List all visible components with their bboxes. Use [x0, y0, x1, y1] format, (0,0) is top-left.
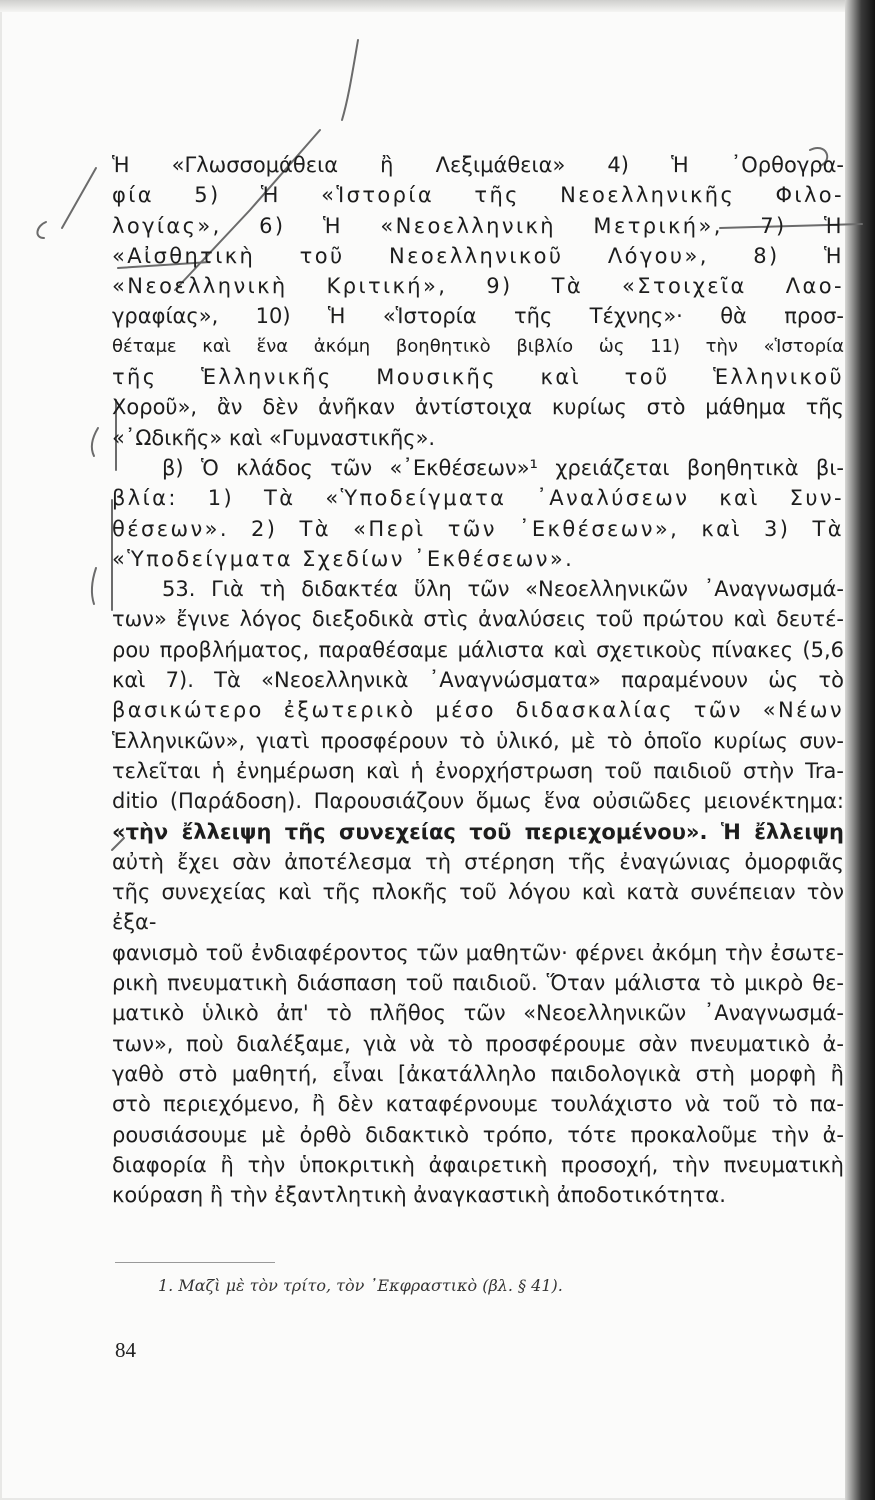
text-line: Ἑλληνικῶν», γιατὶ προσφέρουν τὸ ὑλικό, μὲ τὸ ὁποῖο κυρίως συν-	[112, 728, 844, 753]
text-line: γαθὸ στὸ μαθητή, εἶναι [ἀκατάλληλο παιδολογικὰ στὴ μορφὴ ἢ	[112, 1061, 844, 1086]
footnote-rule	[115, 1262, 275, 1263]
pencil-stroke-top	[342, 40, 358, 120]
footnote: 1. Μαζὶ μὲ τὸν τρίτο, τὸν ᾿Εκφραστικὸ (βλ. § 41).	[158, 1276, 563, 1295]
text-line: κούραση ἢ τὴν ἐξαντλητικὴ ἀναγκαστικὴ ἀποδοτικότητα.	[112, 1183, 726, 1208]
text-line: τελεῖται ἡ ἐνημέρωση καὶ ἡ ἐνορχήστρωση τοῦ παιδιοῦ στὴν Tra-	[112, 758, 844, 783]
text-line: φανισμὸ τοῦ ἐνδιαφέροντος τῶν μαθητῶν· φέρνει ἀκόμη τὴν ἐσωτε-	[112, 940, 844, 965]
text-line: 53. Γιὰ τὴ διδακτέα ὕλη τῶν «Νεοελληνικῶν ᾿Αναγνωσμά-	[162, 577, 844, 602]
text-line: ματικὸ ὑλικὸ ἀπ' τὸ πλῆθος τῶν «Νεοελληνικῶν ᾿Αναγνωσμά-	[112, 1001, 844, 1026]
text-line: φία 5) Ἡ «Ἱστορία τῆς Νεοελληνικῆς Φιλο-	[112, 183, 844, 208]
body-text	[112, 150, 844, 1210]
text-line: Χοροῦ», ἂν δὲν ἀνῆκαν ἀντίστοιχα κυρίως στὸ μάθημα τῆς	[112, 395, 844, 420]
text-line: θέσεων». 2) Τὰ «Περὶ τῶν ᾿Εκθέσεων», καὶ 3) Τὰ	[112, 516, 844, 541]
text-line: «τὴν ἔλλειψη τῆς συνεχείας τοῦ περιεχομένου». Ἡ ἔλλειψη	[112, 819, 844, 844]
text-line: β) Ὁ κλάδος τῶν «᾿Εκθέσεων»¹ χρειάζεται βοηθητικὰ βι-	[162, 455, 844, 480]
text-line: Ἡ «Γλωσσομάθεια ἢ Λεξιμάθεια» 4) Ἡ ᾿Ορθογρα-	[112, 153, 844, 177]
pencil-margin-curl-2	[92, 568, 96, 604]
text-line: «᾿Ωδικῆς» καὶ «Γυμναστικῆς».	[112, 425, 436, 450]
text-line: «Νεοελληνικὴ Κριτική», 9) Τὰ «Στοιχεῖα Λαο-	[112, 274, 844, 299]
pencil-left-stroke	[62, 168, 96, 228]
text-line: των» ἔγινε λόγος διεξοδικὰ στὶς ἀναλύσεις τοῦ πρώτου καὶ δευτέ-	[112, 607, 844, 632]
text-line: καὶ 7). Τὰ «Νεοελληνικὰ ᾿Αναγνώσματα» παραμένουν ὡς τὸ	[112, 668, 844, 693]
text-line: βασικώτερο ἐξωτερικὸ μέσο διδασκαλίας τῶν «Νέων	[112, 698, 844, 723]
text-line: λογίας», 6) Ἡ «Νεοελληνικὴ Μετρική», 7) Ἡ	[112, 213, 844, 238]
text-line: ρικὴ πνευματικὴ διάσπαση τοῦ παιδιοῦ. Ὅταν μάλιστα τὸ μικρὸ θε-	[112, 971, 844, 996]
text-line: «Ὑποδείγματα Σχεδίων ᾿Εκθέσεων».	[112, 546, 575, 571]
text-line: τῆς Ἑλληνικῆς Μουσικῆς καὶ τοῦ Ἑλληνικοῦ	[112, 365, 844, 390]
text-line: γραφίας», 10) Ἡ «Ἱστορία τῆς Τέχνης»· θὰ προσ-	[112, 304, 844, 329]
text-line: αὐτὴ ἔχει σὰν ἀποτέλεσμα τὴ στέρηση τῆς ἐναγώνιας ὀμορφιᾶς	[112, 849, 844, 874]
pencil-left-curl	[37, 222, 46, 238]
text-line: ρουσιάσουμε μὲ ὀρθὸ διδακτικὸ τρόπο, τότε προκαλοῦμε τὴν ἀ-	[112, 1122, 844, 1147]
text-line: στὸ περιεχόμενο, ἢ δὲν καταφέρνουμε τουλάχιστο νὰ τοῦ τὸ πα-	[112, 1092, 844, 1117]
text-line: θέταμε καὶ ἕνα ἀκόμη βοηθητικὸ βιβλίο ὡς 11) τὴν «Ἱστορία	[112, 335, 844, 357]
text-line: βλία: 1) Τὰ «Ὑποδείγματα ᾿Αναλύσεων καὶ Συν-	[112, 486, 844, 511]
pencil-margin-curl	[92, 428, 98, 456]
text-line: διαφορία ἢ τὴν ὑποκριτικὴ ἀφαιρετικὴ προσοχή, τὴν πνευματικὴ	[112, 1152, 844, 1177]
page-number: 84	[115, 1338, 136, 1362]
text-line: «Αἰσθητικὴ τοῦ Νεοελληνικοῦ Λόγου», 8) Ἡ	[112, 243, 844, 268]
text-line: των», ποὺ διαλέξαμε, γιὰ νὰ τὸ προσφέρουμε σὰν πνευματικὸ ἀ-	[112, 1031, 844, 1056]
text-line: ditio (Παράδοση). Παρουσιάζουν ὅμως ἕνα οὐσιῶδες μειονέκτημα:	[112, 789, 844, 814]
text-line: τῆς συνεχείας καὶ τῆς πλοκῆς τοῦ λόγου καὶ κατὰ συνέπειαν τὸν ἐξα-	[112, 880, 844, 935]
text-line: ρου προβλήματος, παραθέσαμε μάλιστα καὶ σχετικοὺς πίνακες (5,6	[112, 637, 844, 662]
